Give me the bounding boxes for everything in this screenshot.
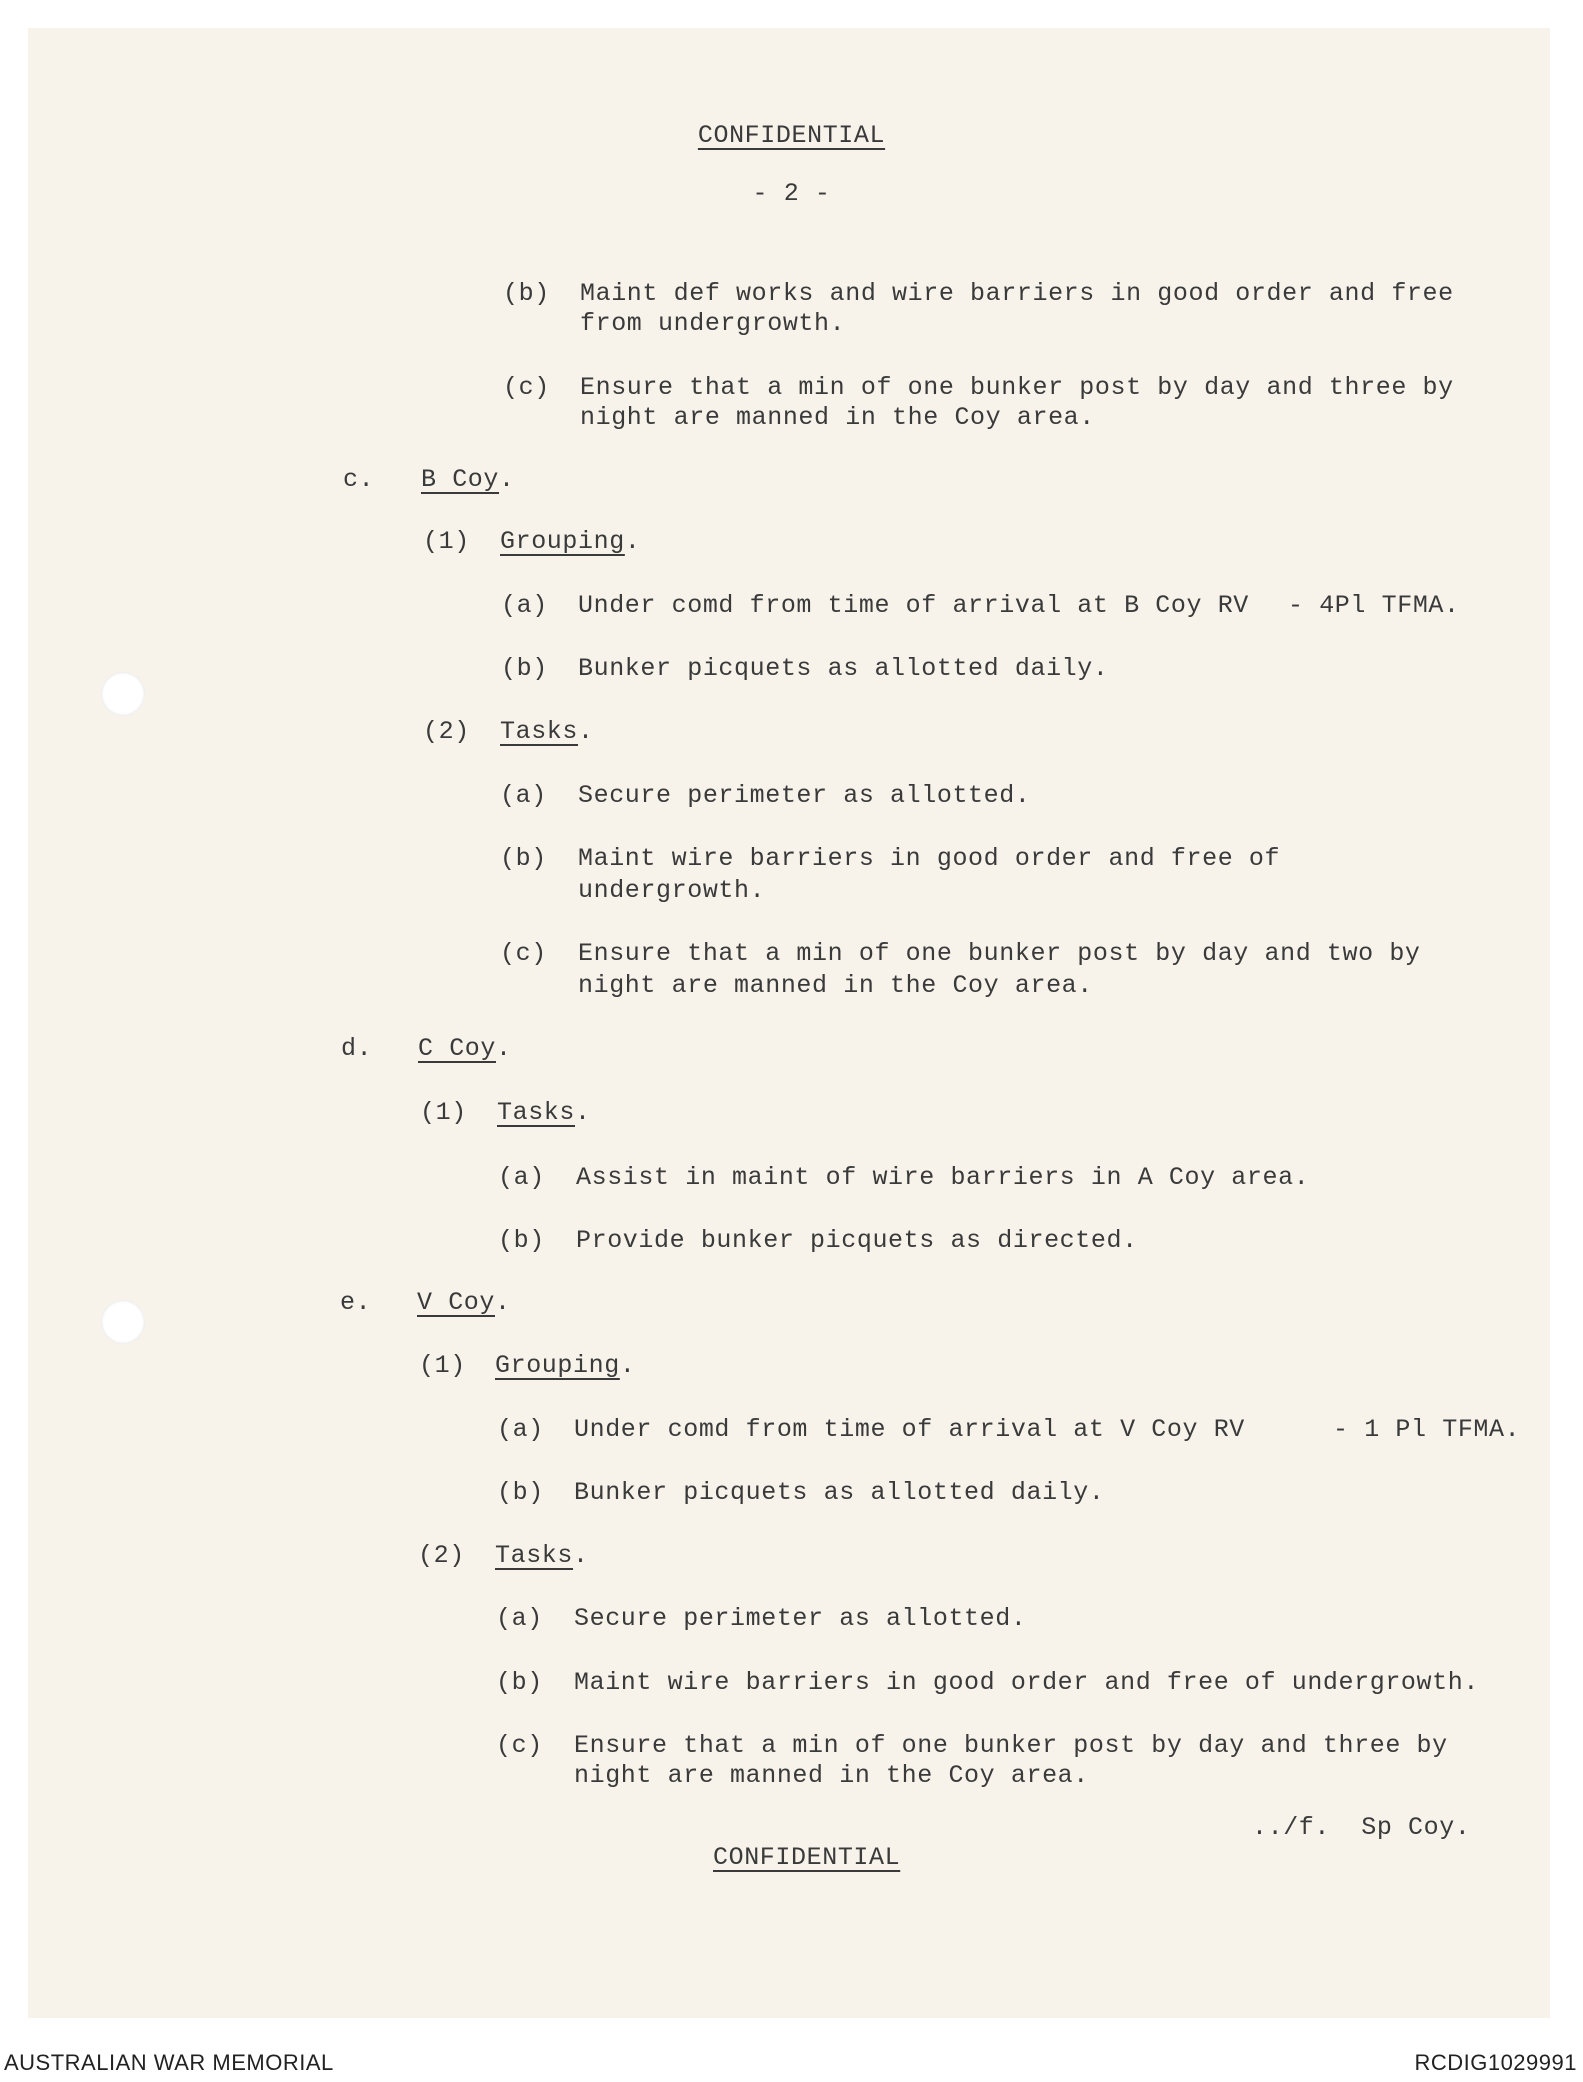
section-heading: B Coy. xyxy=(421,465,515,494)
subsection-heading: Tasks. xyxy=(500,717,594,746)
item-text: undergrowth. xyxy=(578,876,766,905)
item-marker: (a) xyxy=(500,781,547,810)
section-letter: c. xyxy=(343,465,375,494)
subsection-title: Grouping xyxy=(495,1351,620,1380)
item-text: night are manned in the Coy area. xyxy=(578,971,1093,1000)
subsection-number: (1) xyxy=(419,1351,466,1380)
item-text: from undergrowth. xyxy=(580,309,846,338)
subsection-number: (2) xyxy=(423,717,470,746)
subsection-heading: Tasks. xyxy=(495,1541,589,1570)
item-marker: (b) xyxy=(501,654,548,683)
item-text: Ensure that a min of one bunker post by day and three by xyxy=(574,1731,1448,1760)
section-letter: d. xyxy=(341,1034,373,1063)
item-marker: (a) xyxy=(497,1415,544,1444)
section-title: V Coy xyxy=(417,1288,496,1317)
section-heading: C Coy. xyxy=(418,1034,512,1063)
item-text: Ensure that a min of one bunker post by day and two by xyxy=(578,939,1421,968)
item-marker: (a) xyxy=(496,1604,543,1633)
section-letter: e. xyxy=(340,1288,372,1317)
item-text: Provide bunker picquets as directed. xyxy=(576,1226,1138,1255)
item-marker: (a) xyxy=(498,1163,545,1192)
classification-header: CONFIDENTIAL xyxy=(697,121,886,150)
item-text: night are manned in the Coy area. xyxy=(574,1761,1089,1790)
item-text: Maint wire barriers in good order and free of undergrowth. xyxy=(574,1668,1479,1697)
page-number: - 2 - xyxy=(752,179,831,208)
classification-footer: CONFIDENTIAL xyxy=(713,1843,901,1872)
section-title: C Coy xyxy=(418,1034,497,1063)
punch-hole xyxy=(101,1300,145,1344)
item-text: Ensure that a min of one bunker post by day and three by xyxy=(580,373,1454,402)
subsection-number: (1) xyxy=(420,1098,467,1127)
item-text: Maint wire barriers in good order and free of xyxy=(578,844,1281,873)
punch-hole xyxy=(101,672,145,716)
subsection-number: (1) xyxy=(423,527,470,556)
item-text: Maint def works and wire barriers in good order and free xyxy=(580,279,1454,308)
subsection-heading: Tasks. xyxy=(497,1098,591,1127)
item-marker: (c) xyxy=(503,373,550,402)
item-marker: (b) xyxy=(496,1668,543,1697)
subsection-heading: Grouping. xyxy=(495,1351,636,1380)
subsection-heading: Grouping. xyxy=(500,527,641,556)
allocation-text: - 1 Pl TFMA. xyxy=(1333,1415,1521,1444)
item-marker: (b) xyxy=(497,1478,544,1507)
subsection-number: (2) xyxy=(418,1541,465,1570)
item-marker: (b) xyxy=(500,844,547,873)
section-title: B Coy xyxy=(421,465,500,494)
item-marker: (b) xyxy=(503,279,550,308)
section-heading: V Coy. xyxy=(417,1288,511,1317)
item-marker: (c) xyxy=(496,1731,543,1760)
subsection-title: Tasks xyxy=(497,1098,576,1127)
item-text: Assist in maint of wire barriers in A Coy area. xyxy=(576,1163,1310,1192)
item-text: Under comd from time of arrival at B Coy RV xyxy=(578,591,1249,620)
subsection-title: Grouping xyxy=(500,527,625,556)
item-text: Secure perimeter as allotted. xyxy=(574,1604,1027,1633)
item-text: Under comd from time of arrival at V Coy RV xyxy=(574,1415,1245,1444)
allocation-text: - 4Pl TFMA. xyxy=(1288,591,1460,620)
item-marker: (b) xyxy=(498,1226,545,1255)
archive-id: RCDIG1029991 xyxy=(1414,2050,1577,2075)
item-text: night are manned in the Coy area. xyxy=(580,403,1095,432)
subsection-title: Tasks xyxy=(500,717,579,746)
item-text: Secure perimeter as allotted. xyxy=(578,781,1031,810)
subsection-title: Tasks xyxy=(495,1541,574,1570)
item-marker: (c) xyxy=(500,939,547,968)
archive-label: AUSTRALIAN WAR MEMORIAL xyxy=(4,2050,334,2075)
item-text: Bunker picquets as allotted daily. xyxy=(574,1478,1105,1507)
item-marker: (a) xyxy=(501,591,548,620)
continuation-note: ../f. Sp Coy. xyxy=(1252,1813,1471,1842)
item-text: Bunker picquets as allotted daily. xyxy=(578,654,1109,683)
